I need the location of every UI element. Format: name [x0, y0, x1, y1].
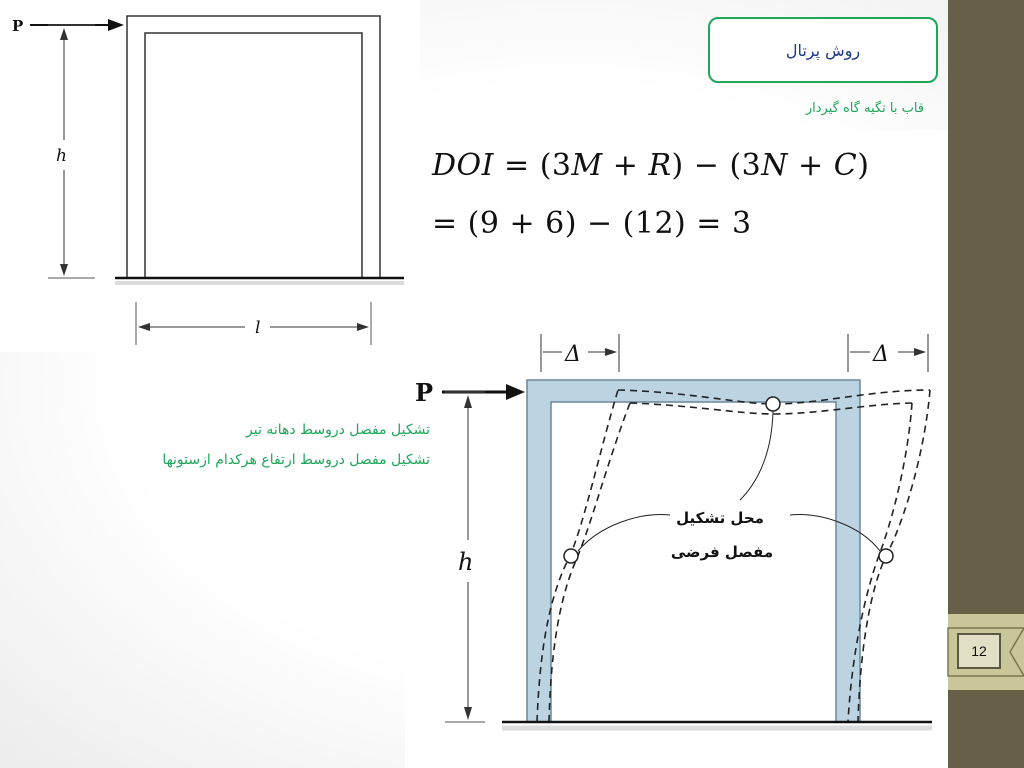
leader-right	[790, 515, 880, 551]
formula-lhs: DOI	[432, 148, 494, 183]
note-column-hinges: تشکیل مفصل دروسط ارتفاع هرکدام ازستونها	[162, 452, 430, 468]
load-label: P	[415, 378, 434, 407]
formula-rhs-0: = (3	[504, 148, 572, 183]
page-number: 12	[957, 633, 1001, 669]
bottom-portal-diagram	[405, 310, 948, 768]
drift-label-left: Δ	[565, 342, 581, 367]
height-arrow-up	[464, 395, 472, 408]
formula-line-2: = (9 + 6) − (12) = 3	[432, 206, 752, 241]
slide-title-box	[708, 17, 938, 83]
hinge-left-column	[564, 549, 578, 563]
drift-right-arrow	[914, 348, 926, 356]
hinge-caption-line1: محل تشکیل	[676, 509, 764, 527]
height-arrow-up	[60, 28, 68, 40]
leader-top	[740, 411, 773, 500]
deflected-right-outer	[858, 390, 930, 722]
load-arrowhead	[108, 19, 124, 31]
formula-rhs-5: N	[761, 148, 789, 183]
formula-rhs-3: R	[648, 148, 672, 183]
height-arrow-down	[60, 264, 68, 276]
formula-line-1	[432, 148, 869, 183]
load-label: P	[12, 17, 24, 35]
formula-rhs-7: C	[833, 148, 858, 183]
span-label: l	[255, 318, 261, 338]
drift-label-right: Δ	[873, 342, 889, 367]
drift-left-arrow	[605, 348, 617, 356]
top-frame-diagram	[0, 0, 420, 352]
hinge-caption-line2: مفصل فرضی	[670, 543, 774, 561]
deflected-left-inner	[549, 403, 630, 722]
slide-title: روش پرتال	[785, 40, 861, 60]
frame-inner	[145, 33, 362, 278]
formula-rhs-4: ) − (3	[671, 148, 762, 183]
formula-rhs-6: +	[788, 148, 834, 183]
load-arrowhead	[506, 384, 525, 400]
span-arrow-left	[138, 323, 150, 331]
leader-left	[578, 515, 670, 551]
formula-rhs-1: M	[571, 148, 603, 183]
hinge-beam-mid	[766, 397, 780, 411]
slide-subtitle: قاب با تگیه گاه گیردار	[805, 101, 924, 116]
height-label: h	[56, 146, 67, 166]
hinge-right-column	[879, 549, 893, 563]
formula-rhs-2: +	[602, 148, 649, 183]
span-arrow-right	[357, 323, 369, 331]
note-beam-hinge: تشکیل مفصل دروسط دهانه تیر	[246, 422, 430, 438]
height-label: h	[458, 548, 474, 576]
formula-rhs-8: )	[857, 148, 870, 183]
height-arrow-down	[464, 707, 472, 720]
frame-outer	[127, 16, 380, 278]
